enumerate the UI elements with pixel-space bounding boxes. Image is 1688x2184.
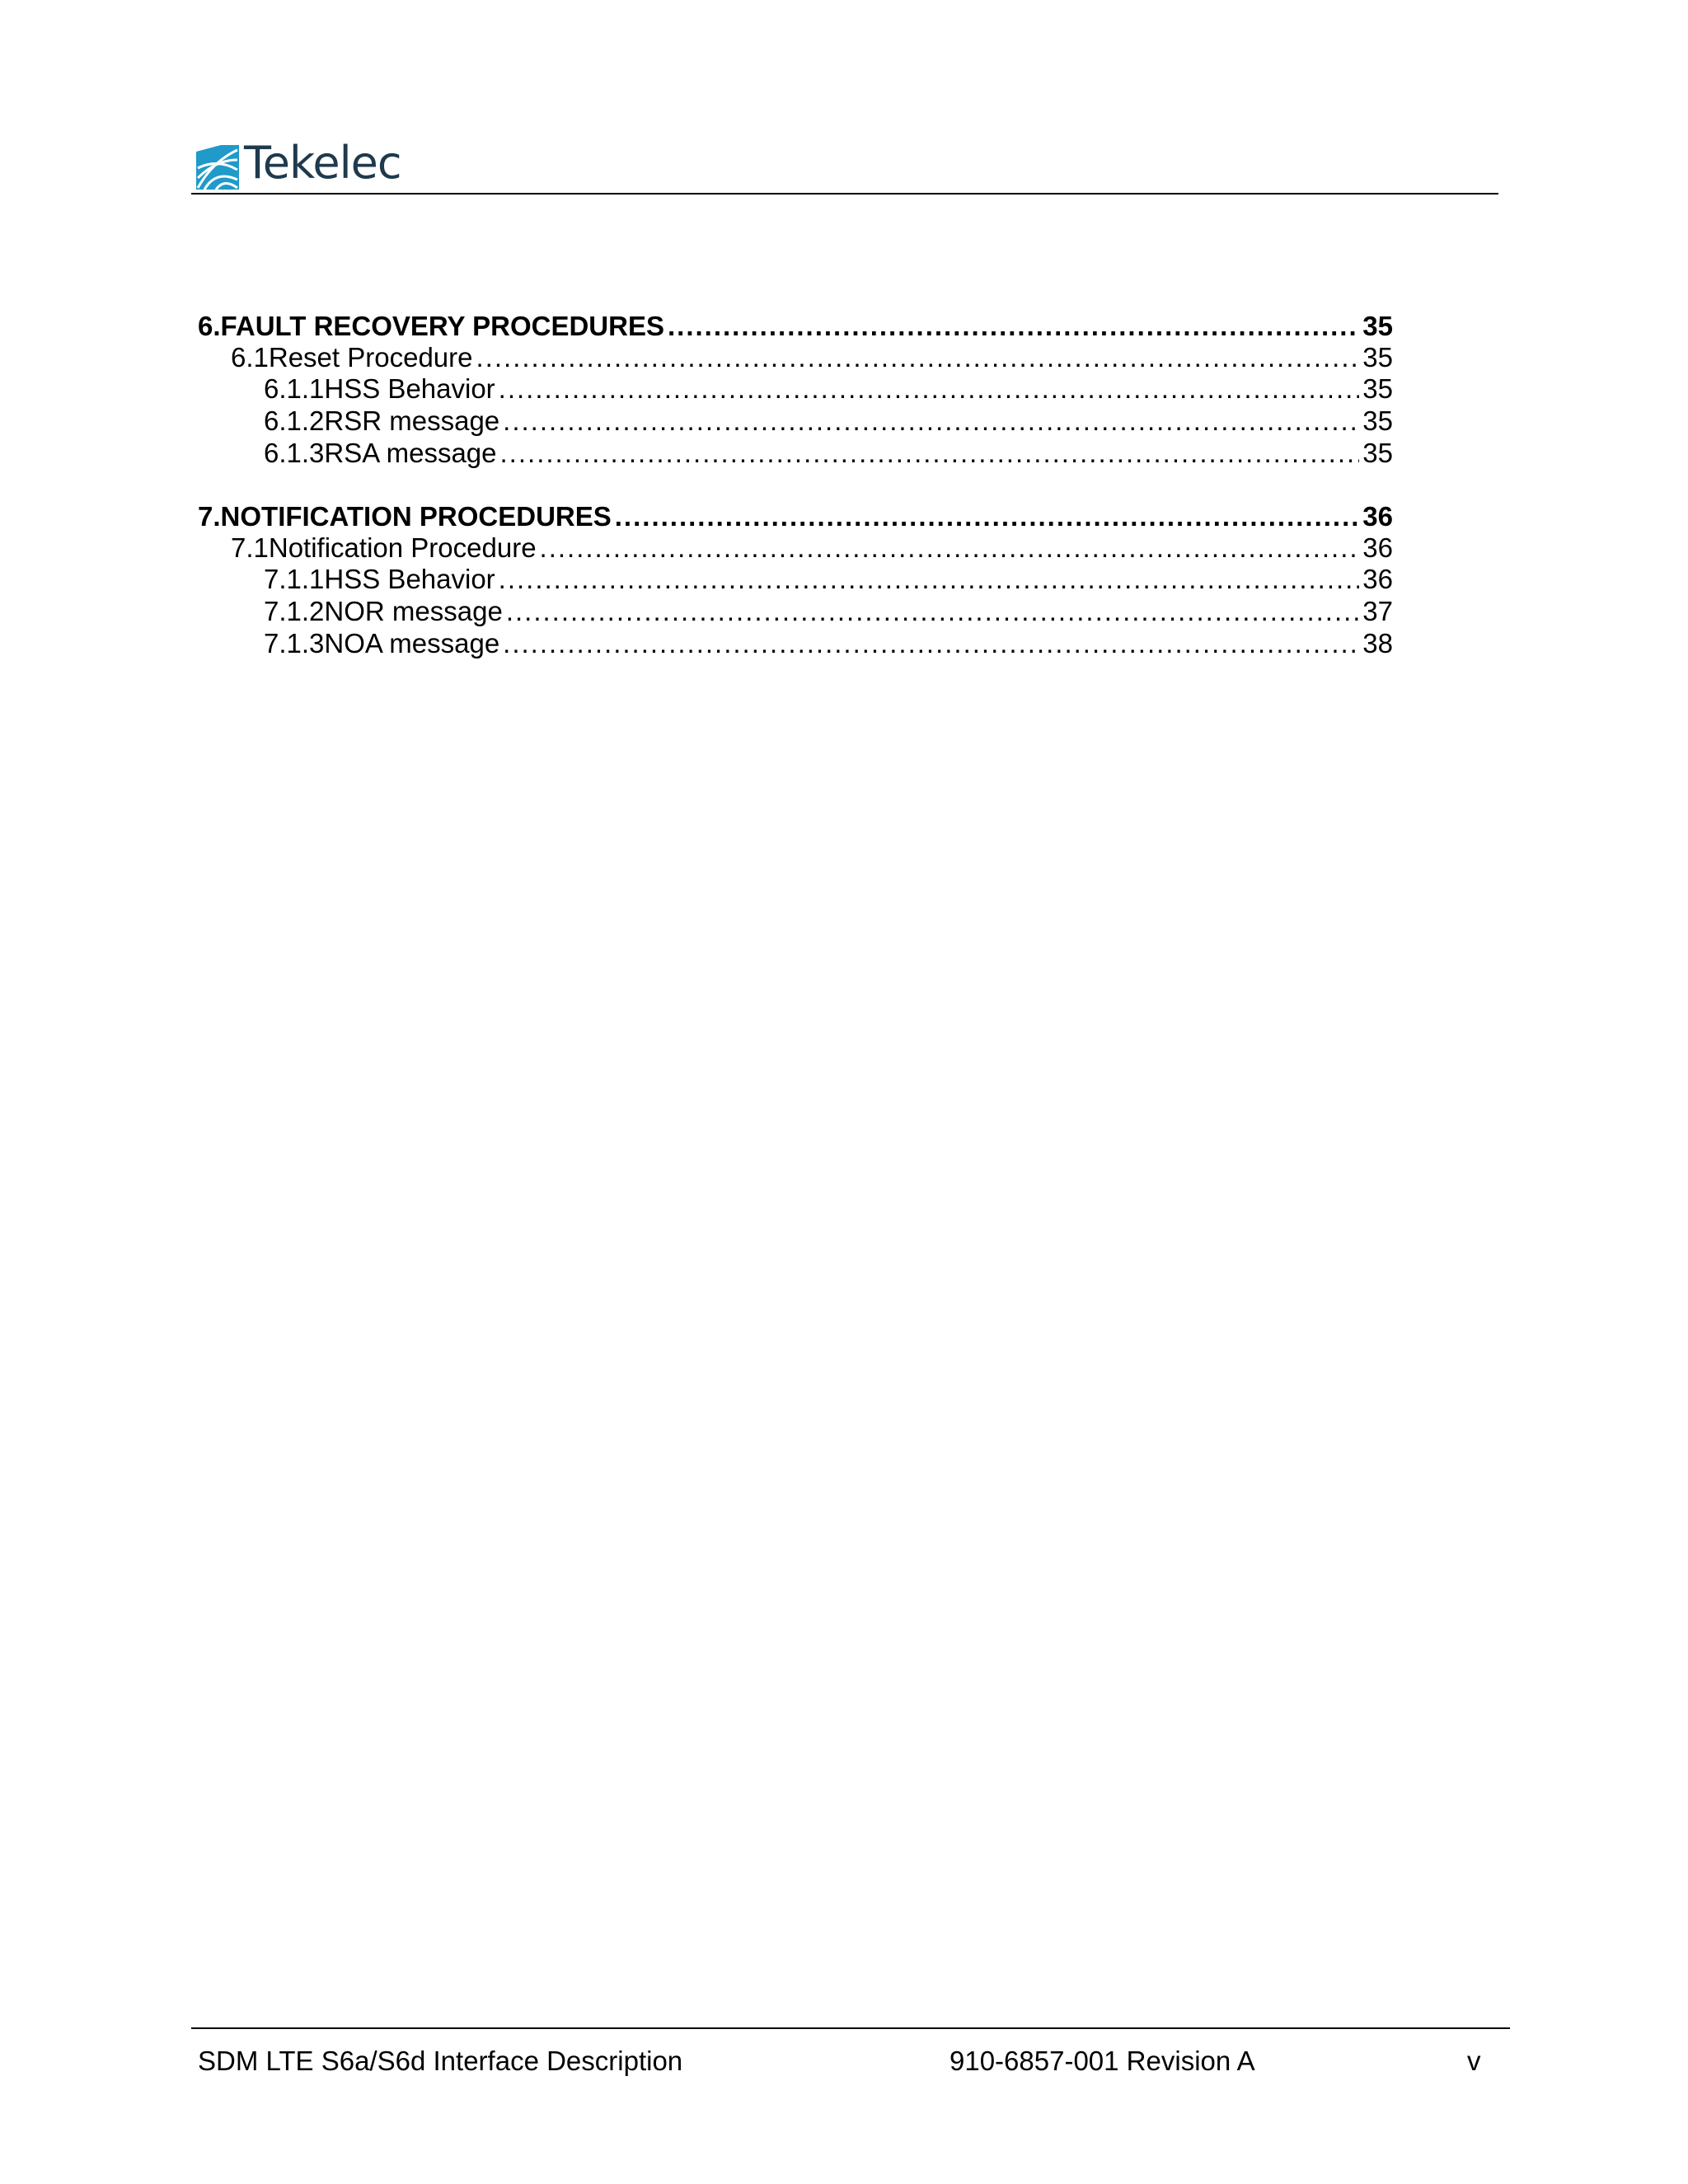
toc-page: 36 <box>1362 501 1393 532</box>
toc-entry-6-1-2[interactable] <box>198 405 1393 437</box>
toc-page: 35 <box>1362 342 1393 373</box>
toc-leader <box>499 373 1360 405</box>
page-header <box>191 137 1498 194</box>
toc-page: 36 <box>1362 564 1393 594</box>
footer-rule <box>191 2027 1510 2029</box>
toc-entry-section-6[interactable] <box>198 310 1393 343</box>
toc-title: RSA message <box>324 438 497 468</box>
toc-page: 35 <box>1362 405 1393 436</box>
section-gap <box>198 469 1393 500</box>
toc-page: 35 <box>1362 311 1393 341</box>
toc-number: 6.1.3 <box>264 438 325 468</box>
toc-leader <box>503 627 1359 659</box>
toc-number: 7.1 <box>231 532 269 563</box>
toc-entry-7-1-3[interactable] <box>198 627 1393 659</box>
toc-entry-7-1-2[interactable] <box>198 595 1393 627</box>
toc-entry-6-1-3[interactable] <box>198 437 1393 469</box>
toc-leader <box>499 563 1360 595</box>
header-rule <box>191 193 1498 194</box>
toc-number: 7.1.2 <box>264 596 325 626</box>
toc-leader <box>668 310 1359 343</box>
toc-title: NOA message <box>324 628 500 658</box>
toc-number: 7.1.3 <box>264 628 325 658</box>
toc-title: NOTIFICATION PROCEDURES <box>220 501 612 532</box>
toc-number: 6.1 <box>231 342 269 373</box>
footer-doc-number: 910-6857-001 Revision A <box>950 2046 1255 2076</box>
toc-page: 35 <box>1362 373 1393 404</box>
toc-entry-6-1-1[interactable] <box>198 373 1393 405</box>
logo-text: Tekelec <box>244 137 401 189</box>
footer-doc-title: SDM LTE S6a/S6d Interface Description <box>198 2046 683 2076</box>
toc-number: 7.1.1 <box>264 564 325 594</box>
footer-page-number: v <box>1467 2046 1481 2076</box>
toc-leader <box>506 595 1359 627</box>
toc-title: NOR message <box>324 596 503 626</box>
table-of-contents <box>198 310 1393 659</box>
toc-number: 6. <box>198 311 221 341</box>
toc-page: 36 <box>1362 532 1393 563</box>
toc-number: 6.1.2 <box>264 405 325 436</box>
toc-leader <box>503 405 1359 437</box>
toc-number: 6.1.1 <box>264 373 325 404</box>
toc-title: Reset Procedure <box>268 342 473 373</box>
toc-title: HSS Behavior <box>324 564 495 594</box>
toc-page: 37 <box>1362 596 1393 626</box>
toc-page: 38 <box>1362 628 1393 658</box>
toc-title: FAULT RECOVERY PROCEDURES <box>220 311 664 341</box>
toc-entry-section-7[interactable] <box>198 500 1393 533</box>
toc-leader <box>500 437 1360 469</box>
toc-title: HSS Behavior <box>324 373 495 404</box>
toc-title: Notification Procedure <box>268 532 537 563</box>
toc-page: 35 <box>1362 438 1393 468</box>
tekelec-logo-icon <box>196 145 239 190</box>
toc-entry-7-1[interactable] <box>198 533 1393 563</box>
toc-leader <box>615 500 1360 533</box>
toc-entry-6-1[interactable] <box>198 343 1393 373</box>
toc-entry-7-1-1[interactable] <box>198 563 1393 595</box>
toc-leader <box>540 533 1360 563</box>
toc-number: 7. <box>198 501 221 532</box>
toc-leader <box>476 343 1360 373</box>
toc-title: RSR message <box>324 405 500 436</box>
